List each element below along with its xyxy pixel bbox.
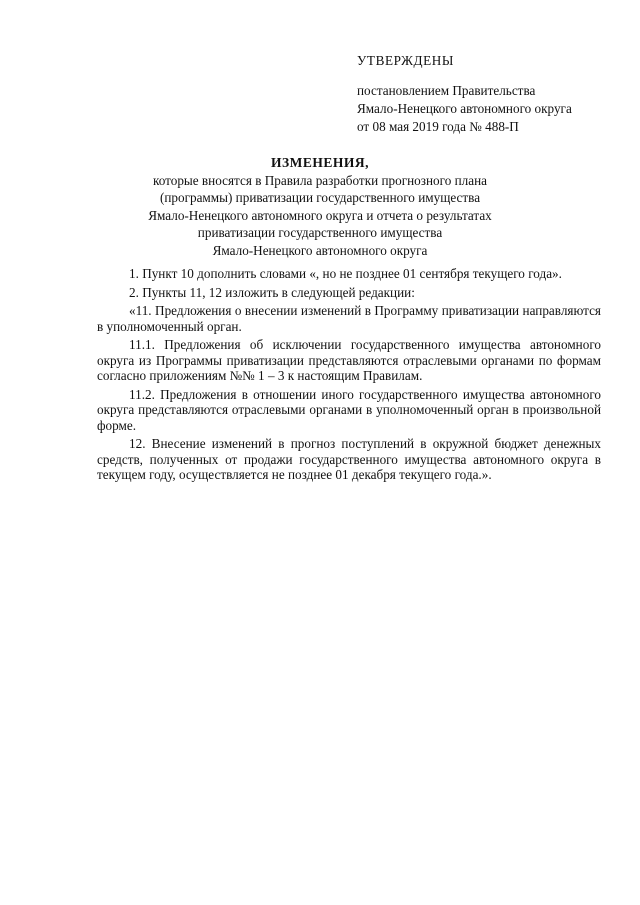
paragraph-item-11: «11. Предложения о внесении изменений в Программу приватизации направляются в уполномоченный орган. xyxy=(97,303,601,334)
approval-line: от 08 мая 2019 года № 488-П xyxy=(357,119,519,134)
paragraph-item-2: 2. Пункты 11, 12 изложить в следующей редакции: xyxy=(129,284,415,300)
document-title xyxy=(100,154,540,259)
paragraph-item-11-1: 11.1. Предложения об исключении государственного имущества автономного округа из Программы приватизации представляются отраслевыми органами по формам согласно приложениям №№ 1 – 3 к настоящим Правилам. xyxy=(97,337,601,383)
title-main: ИЗМЕНЕНИЯ, xyxy=(270,155,369,170)
paragraph-item-11-2: 11.2. Предложения в отношении иного государственного имущества автономного округа представляются отраслевыми органами в уполномоченный орган в произвольной форме. xyxy=(97,386,601,433)
title-line: приватизации государственного имущества xyxy=(197,225,443,240)
paragraph-item-1: 1. Пункт 10 дополнить словами «, но не позднее 01 сентября текущего года». xyxy=(129,266,562,281)
approval-heading: УТВЕРЖДЕНЫ xyxy=(357,53,455,68)
approval-line: постановлением Правительства xyxy=(357,83,536,98)
title-line: Ямало-Ненецкого автономного округа xyxy=(212,242,428,258)
approval-line: Ямало-Ненецкого автономного округа xyxy=(357,101,572,116)
document-body xyxy=(97,266,601,486)
approval-block xyxy=(357,52,617,136)
title-line: которые вносятся в Правила разработки прогнозного плана xyxy=(152,172,487,188)
paragraph-item-12: 12. Внесение изменений в прогноз поступлений в окружной бюджет денежных средств, полученных от продажи государственного имущества автономного округа в текущем году, осуществляется не позднее 01 декабря текущего года.». xyxy=(97,436,601,482)
title-line: (программы) приватизации государственного имущества xyxy=(159,190,481,205)
title-line: Ямало-Ненецкого автономного округа и отчета о результатах xyxy=(148,207,492,223)
